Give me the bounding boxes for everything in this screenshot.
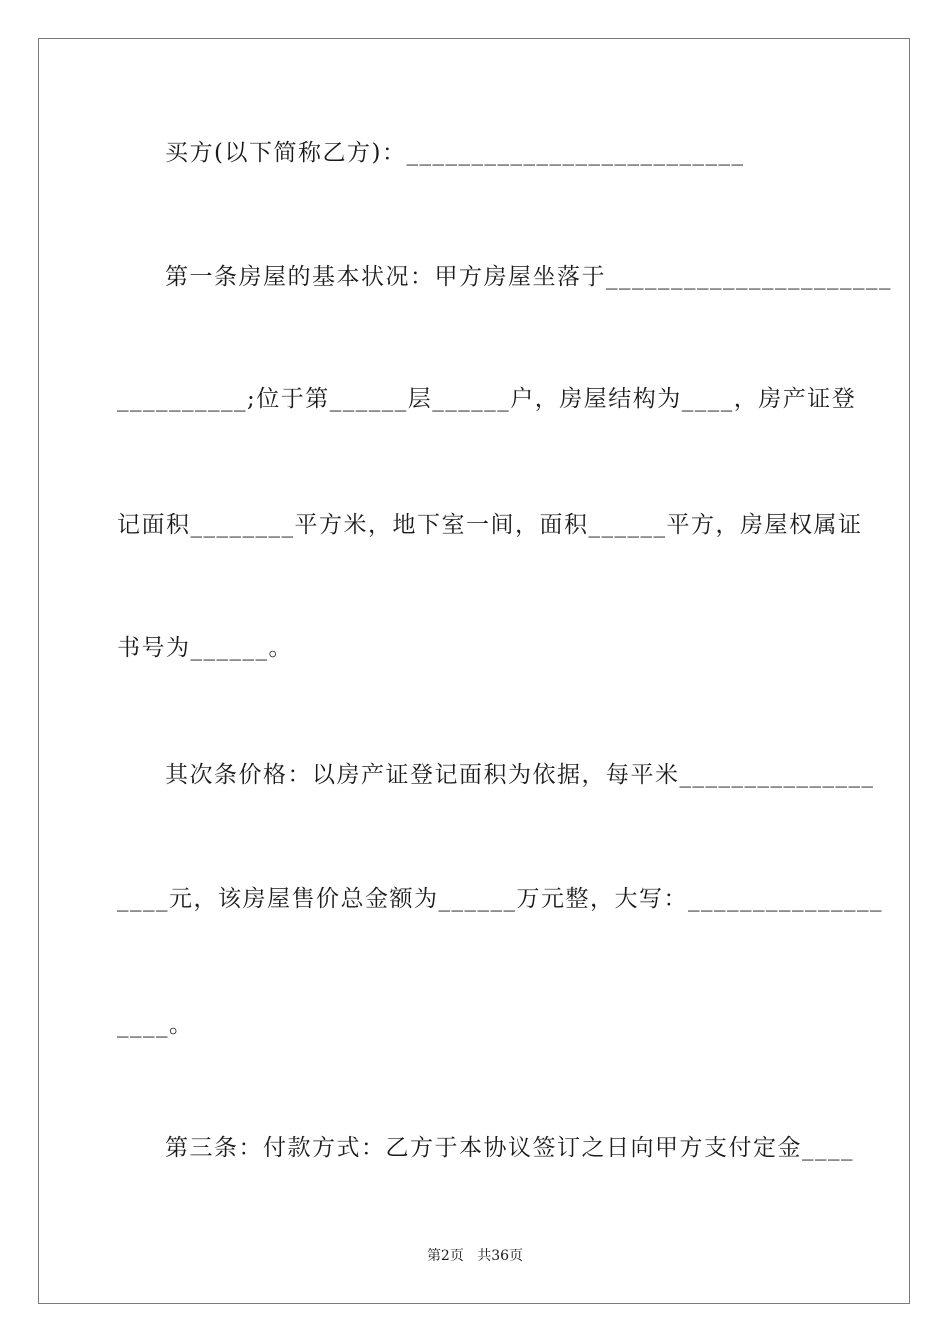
buyer-line: 买方(以下简称乙方)：__________________________ bbox=[165, 140, 745, 166]
clause-3-line-1: 第三条：付款方式：乙方于本协议签订之日向甲方支付定金____ bbox=[165, 1135, 854, 1161]
clause-1-line-4: 书号为______。 bbox=[117, 635, 293, 661]
page-total: 共36页 bbox=[477, 1248, 524, 1264]
clause-2-line-2: ____元，该房屋售价总金额为______万元整，大写：_______________ bbox=[117, 886, 883, 912]
page-footer bbox=[0, 1246, 950, 1266]
clause-1-line-2: __________;位于第______层______户，房屋结构为____，房产证登 bbox=[117, 386, 857, 412]
clause-1-line-3: 记面积________平方米，地下室一间，面积______平方，房屋权属证 bbox=[117, 512, 863, 538]
page-border bbox=[38, 38, 910, 1304]
page-number: 第2页 bbox=[426, 1248, 464, 1264]
clause-2-line-1: 其次条价格：以房产证登记面积为依据，每平米_______________ bbox=[165, 762, 875, 788]
clause-2-line-3: ____。 bbox=[117, 1012, 194, 1038]
clause-1-line-1: 第一条房屋的基本状况：甲方房屋坐落于______________________ bbox=[165, 264, 892, 290]
